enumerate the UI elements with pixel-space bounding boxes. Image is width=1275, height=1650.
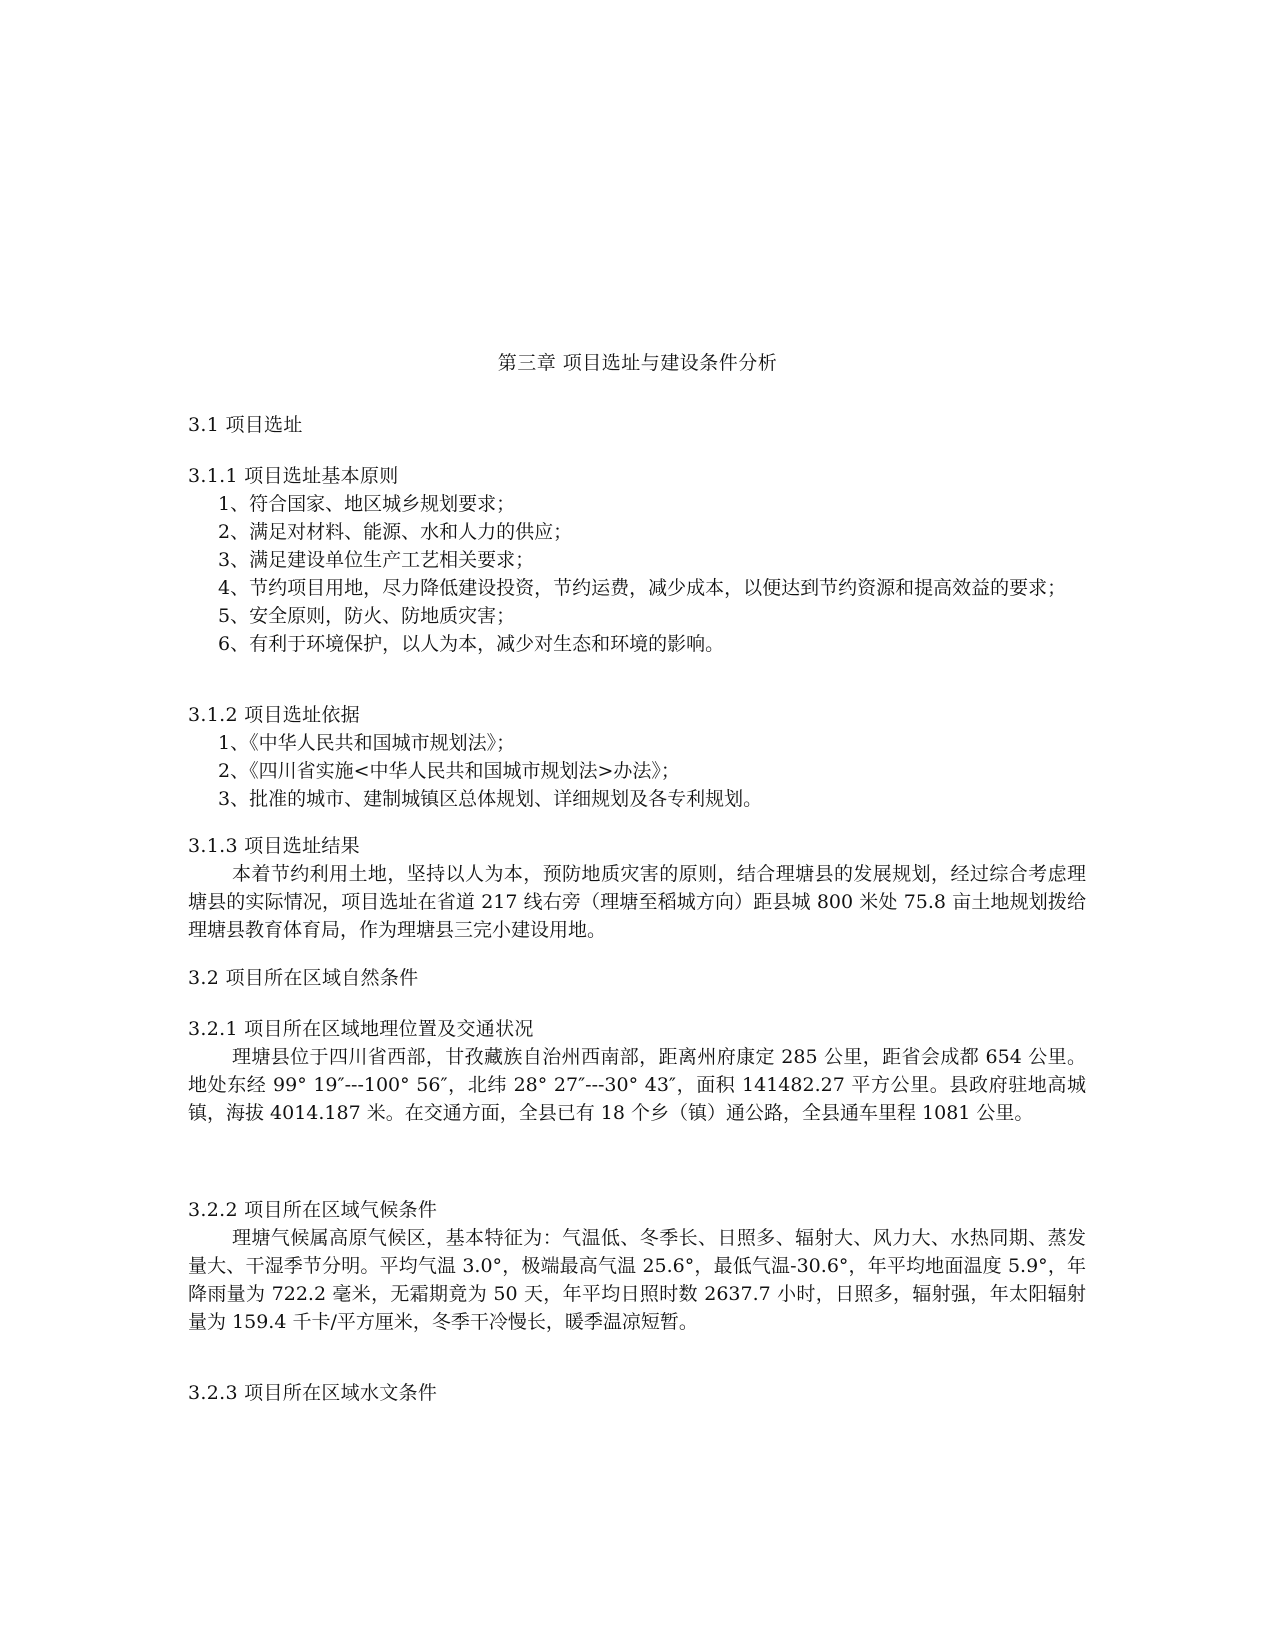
section-3-2-1 (188, 1015, 1086, 1127)
paragraph: 本着节约利用土地，坚持以人为本，预防地质灾害的原则，结合理塘县的发展规划，经过综合考虑理塘县的实际情况，项目选址在省道 217 线右旁（理塘至稻城方向）距县城 800 米处 75.8 亩土地规划拨给理塘县教育体育局，作为理塘县三完小建设用地。 (188, 863, 1086, 941)
subsection-heading: 3.2.3 项目所在区域水文条件 (188, 1382, 438, 1404)
list-item: 1、符合国家、地区城乡规划要求； (218, 493, 516, 515)
list-item: 5、安全原则，防火、防地质灾害； (218, 605, 516, 627)
subsection-heading: 3.2.1 项目所在区域地理位置及交通状况 (188, 1018, 534, 1040)
subsection-heading: 3.1.1 项目选址基本原则 (188, 465, 399, 487)
list-item: 2、满足对材料、能源、水和人力的供应； (218, 521, 573, 543)
section-3-1-2 (188, 701, 1086, 813)
list-item: 6、有利于环境保护，以人为本，减少对生态和环境的影响。 (218, 633, 725, 655)
subsection-heading: 3.2.2 项目所在区域气候条件 (188, 1199, 438, 1221)
section-heading-3-2: 3.2 项目所在区域自然条件 (188, 967, 419, 989)
subsection-heading: 3.1.3 项目选址结果 (188, 835, 360, 857)
section-3-1-1 (188, 462, 1086, 658)
paragraph: 理塘气候属高原气候区，基本特征为：气温低、冬季长、日照多、辐射大、风力大、水热同期、蒸发量大、干湿季节分明。平均气温 3.0°，极端最高气温 25.6°，最低气温-30.6°，年平均地面温度 5.9°，年降雨量为 722.2 毫米，无霜期竟为 50 天，年平均日照时数 2637.7 小时，日照多，辐射强，年太阳辐射量为 159.4 千卡/平方厘米，冬季干冷慢长，暖季温凉短暂。 (188, 1227, 1086, 1333)
section-heading-3-1: 3.1 项目选址 (188, 414, 303, 436)
paragraph: 理塘县位于四川省西部，甘孜藏族自治州西南部，距离州府康定 285 公里，距省会成都 654 公里。地处东经 99° 19″---100° 56″，北纬 28° 27″---30° 43″，面积 141482.27 平方公里。县政府驻地高城镇，海拔 4014.187 米。在交通方面，全县已有 18 个乡（镇）通公路，全县通车里程 1081 公里。 (188, 1046, 1086, 1124)
list-item: 3、批准的城市、建制城镇区总体规划、详细规划及各专利规划。 (218, 788, 763, 810)
list-item: 4、节约项目用地，尽力降低建设投资，节约运费，减少成本，以便达到节约资源和提高效益的要求； (218, 577, 1067, 599)
chapter-title: 第三章 项目选址与建设条件分析 (497, 352, 778, 374)
subsection-heading: 3.1.2 项目选址依据 (188, 704, 360, 726)
section-3-1-3 (188, 832, 1086, 944)
section-3-2-3 (188, 1379, 1086, 1407)
list-item: 3、满足建设单位生产工艺相关要求； (218, 549, 535, 571)
list-item: 1、《中华人民共和国城市规划法》； (218, 732, 516, 754)
list-item: 2、《四川省实施<中华人民共和国城市规划法>办法》； (218, 760, 680, 782)
section-3-2-2 (188, 1196, 1086, 1336)
